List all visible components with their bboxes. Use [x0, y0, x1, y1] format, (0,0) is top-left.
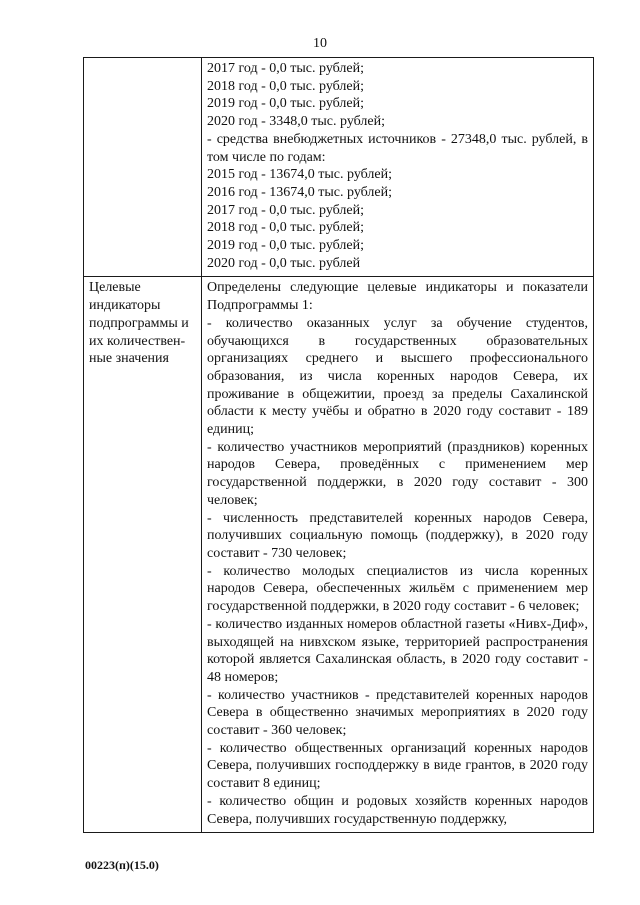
indicator-item: - количество участников - представителей коренных народов Севера в общественно значимых мероприятиях в 2020 году составит - 360 человек; [207, 687, 588, 739]
funding-label-cell [84, 58, 202, 277]
funding-value-cell [202, 58, 594, 277]
indicators-label: Целевые индикаторы подпрограммы и их количествен-ные значения [89, 280, 189, 367]
indicator-item: - количество изданных номеров областной газеты «Нивх-Диф», выходящей на нивхском языке, территорией распространения которой является Сахалинская область, в 2020 году составит - 48 номеров; [207, 616, 588, 685]
extrabudget-year-line: 2016 год - 13674,0 тыс. рублей; [207, 184, 393, 200]
extrabudget-year-line: 2019 год - 0,0 тыс. рублей; [207, 238, 365, 254]
indicators-row [84, 277, 594, 833]
funding-year-line: 2018 год - 0,0 тыс. рублей; [207, 78, 365, 94]
extrabudget-year-line: 2015 год - 13674,0 тыс. рублей; [207, 167, 393, 183]
extrabudget-year-line: 2020 год - 0,0 тыс. рублей [207, 255, 361, 271]
indicators-value-cell [202, 277, 594, 833]
funding-year-line: 2019 год - 0,0 тыс. рублей; [207, 96, 365, 112]
extrabudget-sources-text: - средства внебюджетных источников - 27348,0 тыс. рублей, в том числе по годам: [207, 131, 588, 165]
extrabudget-year-line: 2017 год - 0,0 тыс. рублей; [207, 202, 365, 218]
page-number: 10 [313, 36, 327, 51]
indicator-item: - численность представителей коренных народов Севера, получивших социальную помощь (поддержку), в 2020 году составит - 730 человек; [207, 510, 588, 561]
indicator-item: - количество участников мероприятий (праздников) коренных народов Севера, проведённых с применением мер государственной поддержки, в 2020 году составит - 300 человек; [207, 439, 588, 508]
indicator-item: - количество молодых специалистов из числа коренных народов Севера, обеспеченных жильём с применением мер государственной поддержки, в 2020 году составит - 6 человек; [207, 563, 588, 615]
indicator-item: - количество оказанных услуг за обучение студентов, обучающихся в государственных образовательных организациях среднего и высшего профессионального образования, из числа коренных народов Севера, их проживание в общежитии, проезд за пределы Сахалинской области к месту учёбы и обратно в 2020 году составит - 189 единиц; [207, 315, 588, 438]
funding-year-line: 2020 год - 3348,0 тыс. рублей; [207, 114, 386, 130]
indicators-label-cell [84, 277, 202, 833]
indicators-intro: Определены следующие целевые индикаторы и показатели Подпрограммы 1: [207, 280, 588, 314]
funding-row [84, 58, 594, 277]
document-code: 00223(п)(15.0) [85, 858, 159, 872]
program-passport-table [83, 57, 594, 833]
indicator-item: - количество общественных организаций коренных народов Севера, получивших господдержку в виде грантов, в 2020 году составит 8 единиц; [207, 740, 588, 792]
funding-year-line: 2017 год - 0,0 тыс. рублей; [207, 61, 365, 76]
extrabudget-year-line: 2018 год - 0,0 тыс. рублей; [207, 220, 365, 236]
indicator-item: - количество общин и родовых хозяйств коренных народов Севера, получивших государственную поддержку, [207, 793, 588, 827]
